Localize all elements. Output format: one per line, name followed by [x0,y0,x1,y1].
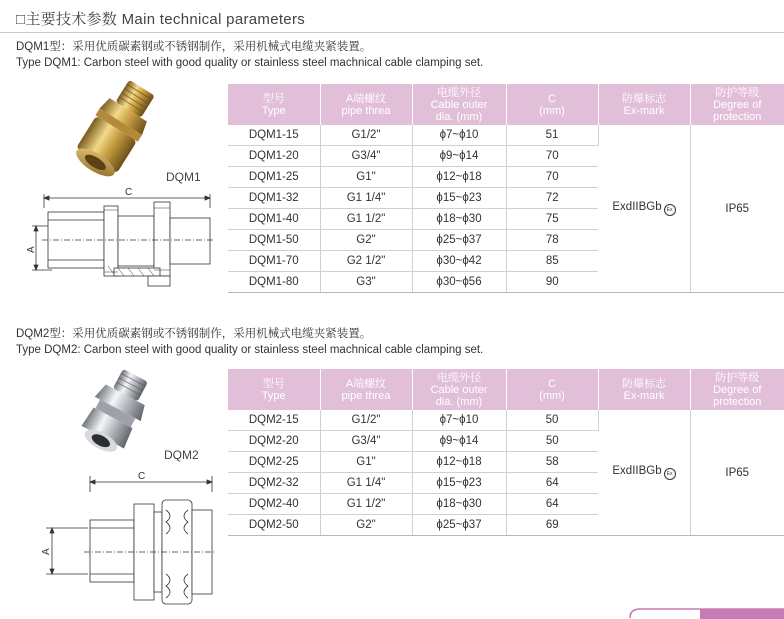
col-ip-header: 防护等级 Degree of protection [690,84,784,125]
dqm2-description [16,326,483,358]
cell-c: 51 [506,125,598,146]
cell-thread: G1 1/4" [320,473,412,494]
cell-type: DQM1-15 [228,125,320,146]
dqm1-dim-a: A [26,246,37,253]
cell-thread: G1" [320,452,412,473]
cell-type: DQM2-15 [228,410,320,431]
col-c-header: C (mm) [506,84,598,125]
cell-c: 50 [506,410,598,431]
cell-dia: ϕ9~ϕ14 [412,431,506,452]
col-ip-header: 防护等级 Degree of protection [690,369,784,410]
page-corner-decoration [622,607,784,619]
dqm1-dimension-drawing [22,188,218,298]
cell-c: 58 [506,452,598,473]
dqm2-header-row [228,369,784,410]
cell-thread: G1 1/4" [320,188,412,209]
table-row [228,125,784,146]
col-c-header: C (mm) [506,369,598,410]
cell-dia: ϕ15~ϕ23 [412,473,506,494]
cell-dia: ϕ18~ϕ30 [412,209,506,230]
cell-type: DQM1-20 [228,146,320,167]
cell-type: DQM2-50 [228,515,320,536]
dqm1-description [16,39,483,71]
cell-thread: G2" [320,515,412,536]
cell-c: 78 [506,230,598,251]
cell-type: DQM2-32 [228,473,320,494]
cell-c: 72 [506,188,598,209]
cell-type: DQM1-32 [228,188,320,209]
dqm1-model-label: DQM1 [166,170,201,184]
col-thread-header: A端螺纹 pipe threa [320,369,412,410]
cell-thread: G1 1/2" [320,209,412,230]
cell-dia: ϕ18~ϕ30 [412,494,506,515]
cell-thread: G3/4" [320,431,412,452]
cell-dia: ϕ25~ϕ37 [412,230,506,251]
cell-c: 64 [506,494,598,515]
cell-thread: G3" [320,272,412,293]
dqm2-desc-zh: DQM2型：采用优质碳素钢或不锈钢制作，采用机械式电缆夹紧装置。 [16,328,372,340]
cell-ex-mark [598,410,690,536]
page-title: □主要技术参数 Main technical parameters [16,11,306,28]
cell-thread: G2 1/2" [320,251,412,272]
dqm1-desc-zh: DQM1型：采用优质碳素钢或不锈钢制作，采用机械式电缆夹紧装置。 [16,41,372,53]
col-type-header: 型号 Type [228,84,320,125]
cell-dia: ϕ7~ϕ10 [412,125,506,146]
cell-ex-mark [598,125,690,293]
dqm1-dim-c: C [125,188,133,198]
cell-thread: G2" [320,230,412,251]
cell-type: DQM1-70 [228,251,320,272]
cell-c: 50 [506,431,598,452]
cell-c: 70 [506,146,598,167]
ex-mark-text: ExdIIBGb [612,465,662,477]
ex-hexagon-icon: Ex [664,468,676,480]
cell-c: 64 [506,473,598,494]
dqm2-dimension-drawing [30,470,220,610]
cell-c: 85 [506,251,598,272]
cell-type: DQM2-40 [228,494,320,515]
cell-dia: ϕ30~ϕ42 [412,251,506,272]
table-row [228,410,784,431]
cell-thread: G3/4" [320,146,412,167]
ex-mark-text: ExdIIBGb [612,201,662,213]
col-thread-header: A端螺纹 pipe threa [320,84,412,125]
col-exmark-header: 防爆标志 Ex-mark [598,84,690,125]
dqm2-product-photo [62,368,166,464]
dqm1-header-row [228,84,784,125]
col-dia-header: 电缆外径 Cable outer dia. (mm) [412,84,506,125]
cell-thread: G1/2" [320,410,412,431]
dqm2-model-label: DQM2 [164,448,199,462]
ex-hexagon-icon: Ex [664,204,676,216]
col-exmark-header: 防爆标志 Ex-mark [598,369,690,410]
dqm2-desc-en: Type DQM2: Carbon steel with good quality or stainless steel machnical cable clamping set. [16,344,484,356]
cell-type: DQM1-80 [228,272,320,293]
cell-type: DQM1-25 [228,167,320,188]
cell-thread: G1 1/2" [320,494,412,515]
col-type-header: 型号 Type [228,369,320,410]
cell-c: 70 [506,167,598,188]
cell-dia: ϕ25~ϕ37 [412,515,506,536]
cell-dia: ϕ15~ϕ23 [412,188,506,209]
cell-ip-rating: IP65 [690,125,784,293]
dqm1-spec-table [228,84,784,293]
dqm2-dim-a: A [41,548,52,555]
col-dia-header: 电缆外径 Cable outer dia. (mm) [412,369,506,410]
cell-dia: ϕ7~ϕ10 [412,410,506,431]
cell-type: DQM2-20 [228,431,320,452]
cell-ip-rating: IP65 [690,410,784,536]
dqm2-dim-c: C [138,471,146,482]
cell-c: 90 [506,272,598,293]
cell-type: DQM1-40 [228,209,320,230]
cell-dia: ϕ30~ϕ56 [412,272,506,293]
cell-dia: ϕ12~ϕ18 [412,452,506,473]
dqm1-desc-en: Type DQM1: Carbon steel with good quality or stainless steel machnical cable clamping set. [16,57,484,69]
cell-thread: G1/2" [320,125,412,146]
cell-c: 75 [506,209,598,230]
page-header [0,0,784,33]
cell-dia: ϕ9~ϕ14 [412,146,506,167]
cell-thread: G1" [320,167,412,188]
cell-dia: ϕ12~ϕ18 [412,167,506,188]
cell-type: DQM2-25 [228,452,320,473]
cell-type: DQM1-50 [228,230,320,251]
dqm1-product-photo [60,76,170,186]
header-rule [0,32,784,33]
dqm2-spec-table [228,369,784,536]
cell-c: 69 [506,515,598,536]
